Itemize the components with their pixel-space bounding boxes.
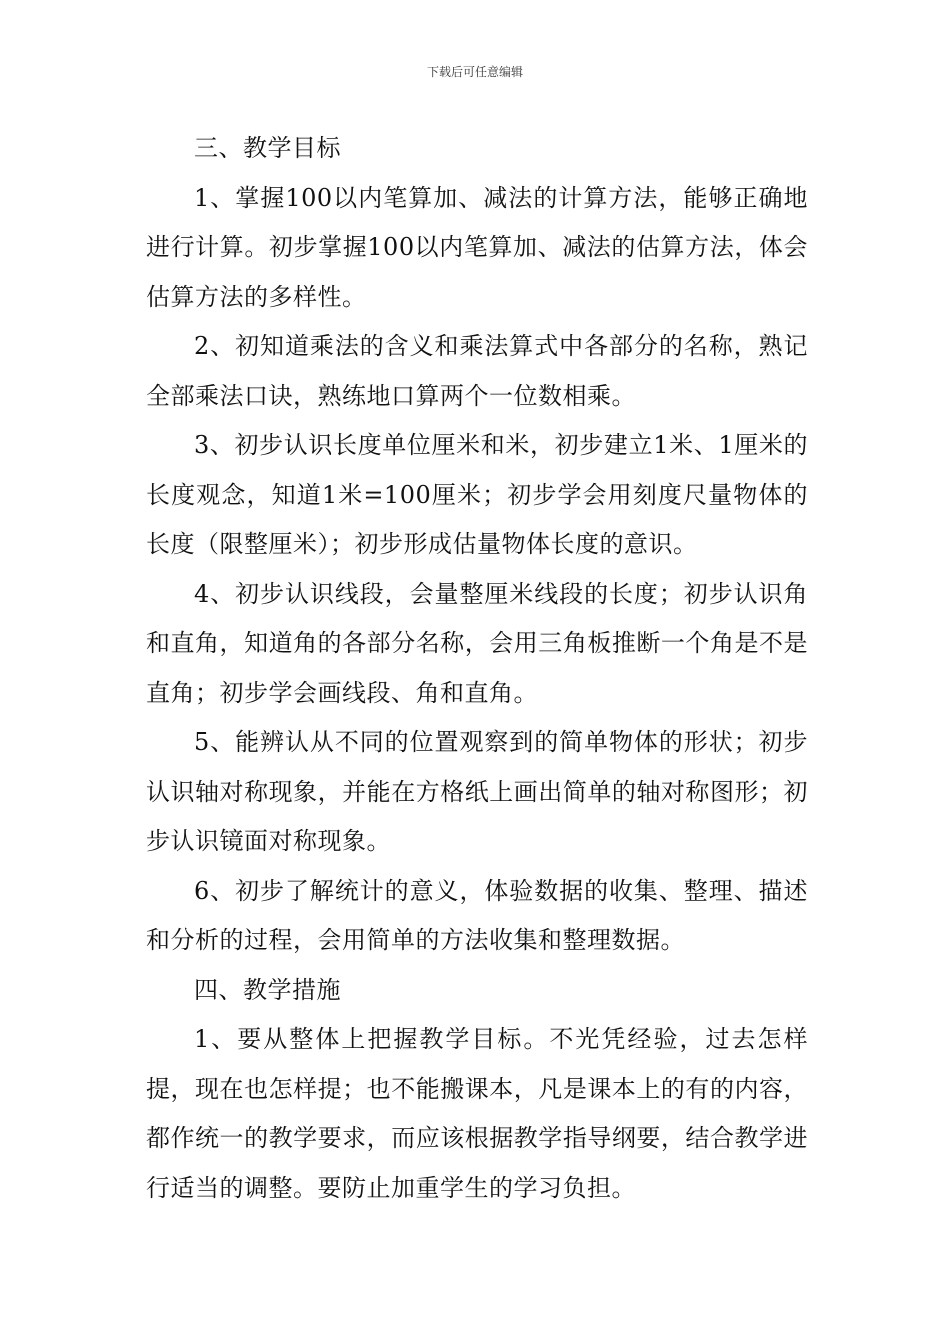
objective-paragraph-3: 3、初步认识长度单位厘米和米，初步建立1米、1厘米的长度观念，知道1米=100厘米；初步学会用刻度尺量物体的长度（限整厘米）；初步形成估量物体长度的意识。 [146, 431, 808, 558]
objective-paragraph-5: 5、能辨认从不同的位置观察到的简单物体的形状；初步认识轴对称现象，并能在方格纸上画出简单的轴对称图形；初步认识镜面对称现象。 [146, 728, 808, 855]
header-note: 下载后可任意编辑 [426, 65, 523, 79]
objective-paragraph-2: 2、初知道乘法的含义和乘法算式中各部分的名称，熟记全部乘法口诀，熟练地口算两个一位数相乘。 [146, 332, 808, 410]
measure-paragraph-1: 1、要从整体上把握教学目标。不光凭经验，过去怎样提，现在也怎样提；也不能搬课本，凡是课本上的有的内容，都作统一的教学要求，而应该根据教学指导纲要，结合教学进行适当的调整。要防止加重学生的学习负担。 [146, 1025, 808, 1202]
section-heading-measures: 四、教学措施 [194, 975, 341, 1004]
document-body [146, 124, 808, 1213]
objective-paragraph-1: 1、掌握100以内笔算加、减法的计算方法，能够正确地进行计算。初步掌握100以内笔算加、减法的估算方法，体会估算方法的多样性。 [146, 183, 808, 311]
objective-paragraph-6: 6、初步了解统计的意义，体验数据的收集、整理、描述和分析的过程，会用简单的方法收集和整理数据。 [146, 876, 808, 954]
section-heading-objectives: 三、教学目标 [194, 134, 341, 162]
objective-paragraph-4: 4、初步认识线段，会量整厘米线段的长度；初步认识角和直角，知道角的各部分名称，会用三角板推断一个角是不是直角；初步学会画线段、角和直角。 [146, 579, 808, 707]
